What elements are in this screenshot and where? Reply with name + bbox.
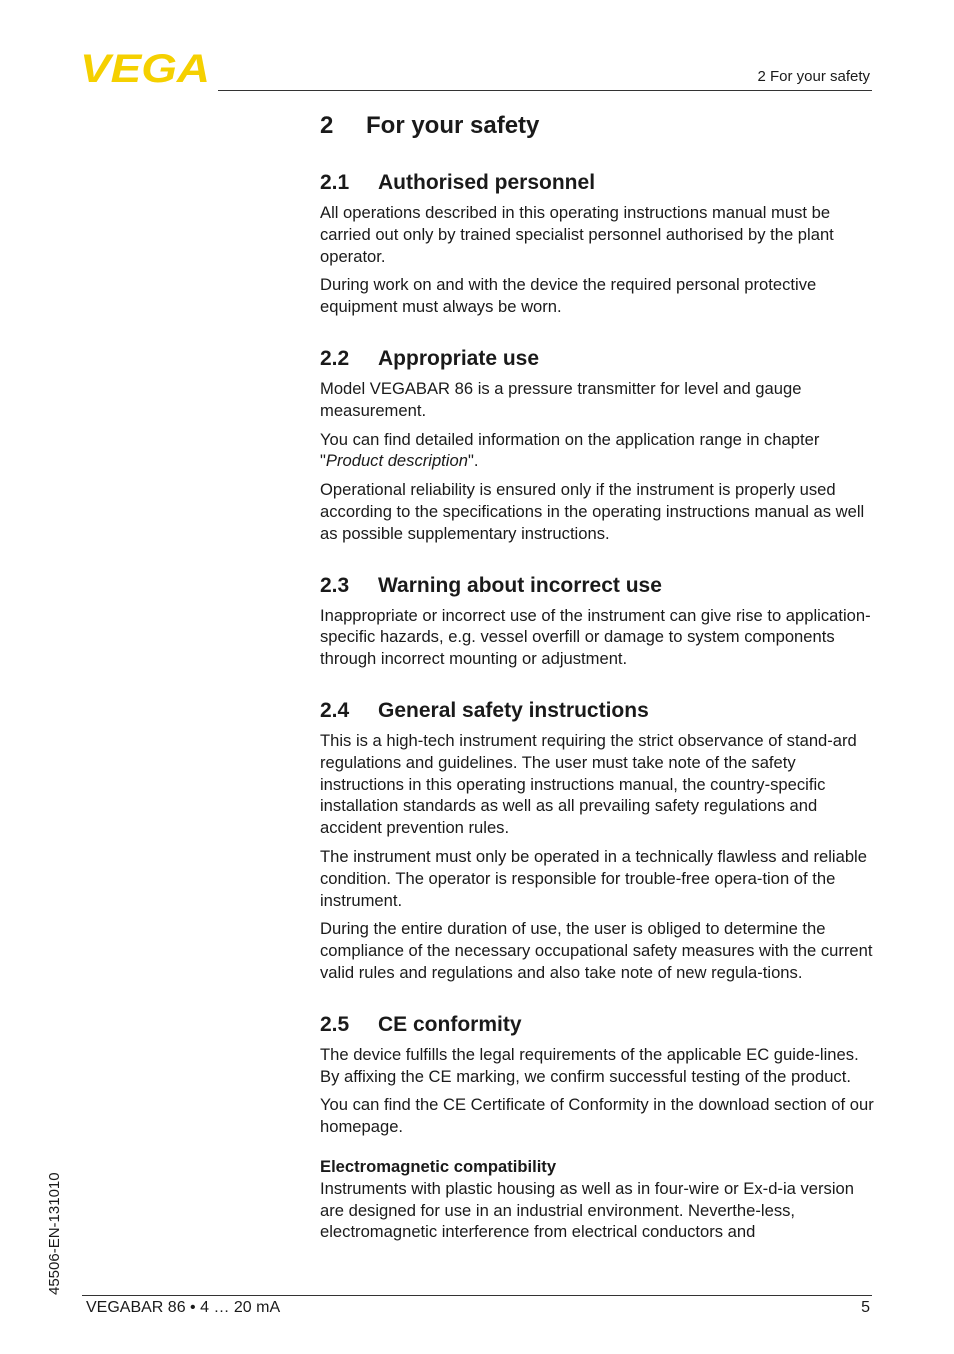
chapter-reference: Product description <box>325 451 468 471</box>
page-content <box>320 108 876 1269</box>
section-title: Authorised personnel <box>378 171 596 194</box>
section-appropriate-use <box>320 344 876 545</box>
section-title: Appropriate use <box>378 346 540 370</box>
section-title: General safety instructions <box>378 698 649 722</box>
section-number: 2.5 <box>320 1012 350 1036</box>
paragraph: During the entire duration of use, the user is obliged to determine the compliance of the necessary occupational safety measures with the current valid rules and regulations and also take note of new regula-tions. <box>320 919 873 982</box>
paragraph-with-reference <box>320 429 876 473</box>
section-number: 2.3 <box>320 573 350 597</box>
section-heading <box>320 571 876 601</box>
paragraph: The instrument must only be operated in a technically flawless and reliable condition. The operator is responsible for trouble-free opera-tion of the instrument. <box>320 846 867 910</box>
section-title: Warning about incorrect use <box>378 573 662 597</box>
paragraph: The device fulfills the legal requirements of the applicable EC guide-lines. By affixing the CE marking, we confirm successful testing of the product. <box>320 1044 859 1086</box>
section-heading <box>320 168 876 198</box>
paragraph: Inappropriate or incorrect use of the instrument can give rise to application-specific hazards, e.g. vessel overfill or damage to system components through incorrect mounting or adjustment. <box>320 605 871 669</box>
subheading-emc: Electromagnetic compatibility <box>320 1156 557 1176</box>
paragraph: During work on and with the device the required personal protective equipment must always be worn. <box>320 275 817 317</box>
footer-product: VEGABAR 86 • 4 … 20 mA <box>86 1299 281 1316</box>
section-heading <box>320 696 876 726</box>
section-number: 2.1 <box>320 171 350 194</box>
chapter-title: For your safety <box>366 112 540 139</box>
paragraph: Instruments with plastic housing as well as in four-wire or Ex-d-ia version are designed for use in an industrial environment. Neverthe-less, electromagnetic interference from electrical conductors and <box>320 1178 854 1242</box>
section-title: CE conformity <box>378 1012 522 1036</box>
header-rule <box>218 90 872 91</box>
footer-rule <box>82 1295 872 1296</box>
page-number: 5 <box>861 1299 870 1316</box>
section-authorised-personnel <box>320 168 876 318</box>
section-general-safety <box>320 696 876 984</box>
document-code: 45506-EN-131010 <box>46 1172 63 1295</box>
header-section-title: 2 For your safety <box>757 68 870 85</box>
section-heading <box>320 344 876 374</box>
reference-suffix: ". <box>467 451 479 471</box>
reference-prefix: You can find detailed information on the application range in chapter " <box>320 429 820 471</box>
section-number: 2.4 <box>320 698 350 722</box>
paragraph: You can find the CE Certificate of Conformity in the download section of our homepage. <box>320 1095 874 1137</box>
chapter-number: 2 <box>320 112 334 139</box>
paragraph: This is a high-tech instrument requiring the strict observance of stand-ard regulations and guidelines. The user must take note of the safety instructions in this operating instructions manual, the country-specific installation standards as well as all prevailing safety regulations and accident prevention rules. <box>320 730 857 838</box>
section-warning-incorrect-use <box>320 571 876 670</box>
svg-text:VEGA: VEGA <box>80 50 210 84</box>
chapter-heading <box>320 108 876 144</box>
section-heading <box>320 1010 876 1040</box>
paragraph: Model VEGABAR 86 is a pressure transmitter for level and gauge measurement. <box>320 378 802 420</box>
section-ce-conformity <box>320 1010 876 1243</box>
section-number: 2.2 <box>320 346 350 370</box>
vega-logo <box>80 50 212 84</box>
paragraph: Operational reliability is ensured only if the instrument is properly used according to the specifications in the operating instructions manual as well as possible supplementary instructions. <box>320 480 865 543</box>
paragraph: All operations described in this operating instructions manual must be carried out only by trained specialist personnel authorised by the plant operator. <box>320 203 834 266</box>
